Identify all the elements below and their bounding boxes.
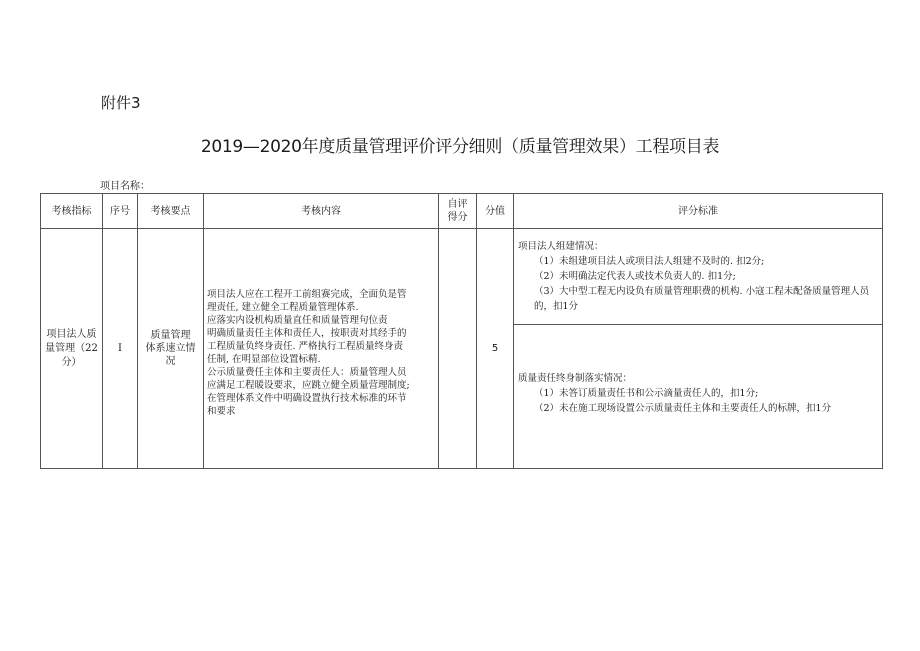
criteria-item: （3）大中型工程无内设负有质量管理职费的机构. 小寇工程未配备质量管理人员的，扣1分	[534, 286, 870, 312]
criteria-item: （2）未明确法定代表人或技术负责人的. 扣1分;	[534, 271, 736, 282]
criteria-heading: 质量责任终身制落实情况：	[518, 373, 633, 384]
cell-indicator	[41, 229, 103, 469]
header-self-score	[439, 194, 477, 229]
content-line: 工程质量负终身责任. 严格执行工程质量终身责	[207, 340, 404, 352]
content-line: 在管理体系文件中明确设置执行技术标准的环节	[207, 392, 407, 404]
table-header-row	[41, 194, 883, 229]
header-indicator: 考核指标	[41, 194, 103, 229]
criteria-block-lifetime-responsibility	[514, 325, 882, 416]
criteria-item: （1）未组建项目法人或项目法人组建不及时的. 扣2分;	[534, 256, 765, 267]
content-line: 项目法人应在工程开工前组赛完成，全面负是管	[207, 288, 407, 300]
criteria-item: （2）未在施工现场设置公示质量责任主体和主要责任人的标牌，扣1分	[534, 403, 832, 414]
attachment-label: 附件3	[101, 94, 141, 112]
content-line: 任制, 在明显部位设置标精.	[207, 353, 321, 365]
cell-criteria	[514, 229, 883, 469]
content-line: 公示质量费任主体和主要责任人：质量管理人员	[207, 366, 407, 378]
cell-self-score	[439, 229, 477, 469]
key-line1: 质量管理	[150, 330, 191, 341]
cell-key-points	[138, 229, 204, 469]
content-line: 和要求	[207, 405, 236, 417]
indicator-line3: 分）	[61, 356, 82, 368]
table-row	[41, 229, 883, 469]
document-title: 2019—2020年度质量管理评价评分细则（质量管理效果）工程项目表	[200, 137, 720, 157]
header-points: 分值	[477, 194, 514, 229]
criteria-heading: 项目法人组建情况：	[518, 241, 604, 252]
header-seq: 序号	[103, 194, 138, 229]
content-line: 应满足工程暖设要求，应跳立健全质量营理制度;	[207, 379, 410, 391]
key-line3: 况	[165, 356, 176, 367]
header-content: 考核内容	[204, 194, 439, 229]
cell-content	[204, 229, 439, 469]
content-line: 应落实内设机构质量直任和质量管理句位责	[207, 314, 388, 326]
indicator-line1: 项目法人质	[46, 328, 97, 340]
header-criteria: 评分标准	[514, 194, 883, 229]
key-line2: 体系速立情	[145, 343, 196, 354]
cell-seq: I	[103, 229, 138, 469]
cell-points: 5	[477, 229, 514, 469]
criteria-item: （1）未答订质量责任书和公示滴量责任人的，扣1分;	[534, 388, 759, 399]
header-key-points: 考核要点	[138, 194, 204, 229]
content-line: 明确质量责任主体和责任人，按职责对其经手的	[207, 327, 407, 339]
header-self-score-line1: 自评	[447, 199, 468, 210]
scoring-table	[40, 193, 883, 469]
project-name-label: 项目名称：	[100, 181, 150, 192]
indicator-line2: 量管理（22	[45, 342, 98, 354]
header-self-score-line2: 得分	[447, 212, 468, 223]
content-line: 理责任, 建立健全工程质量管理体系.	[207, 301, 359, 313]
criteria-block-legal-person	[514, 229, 882, 325]
